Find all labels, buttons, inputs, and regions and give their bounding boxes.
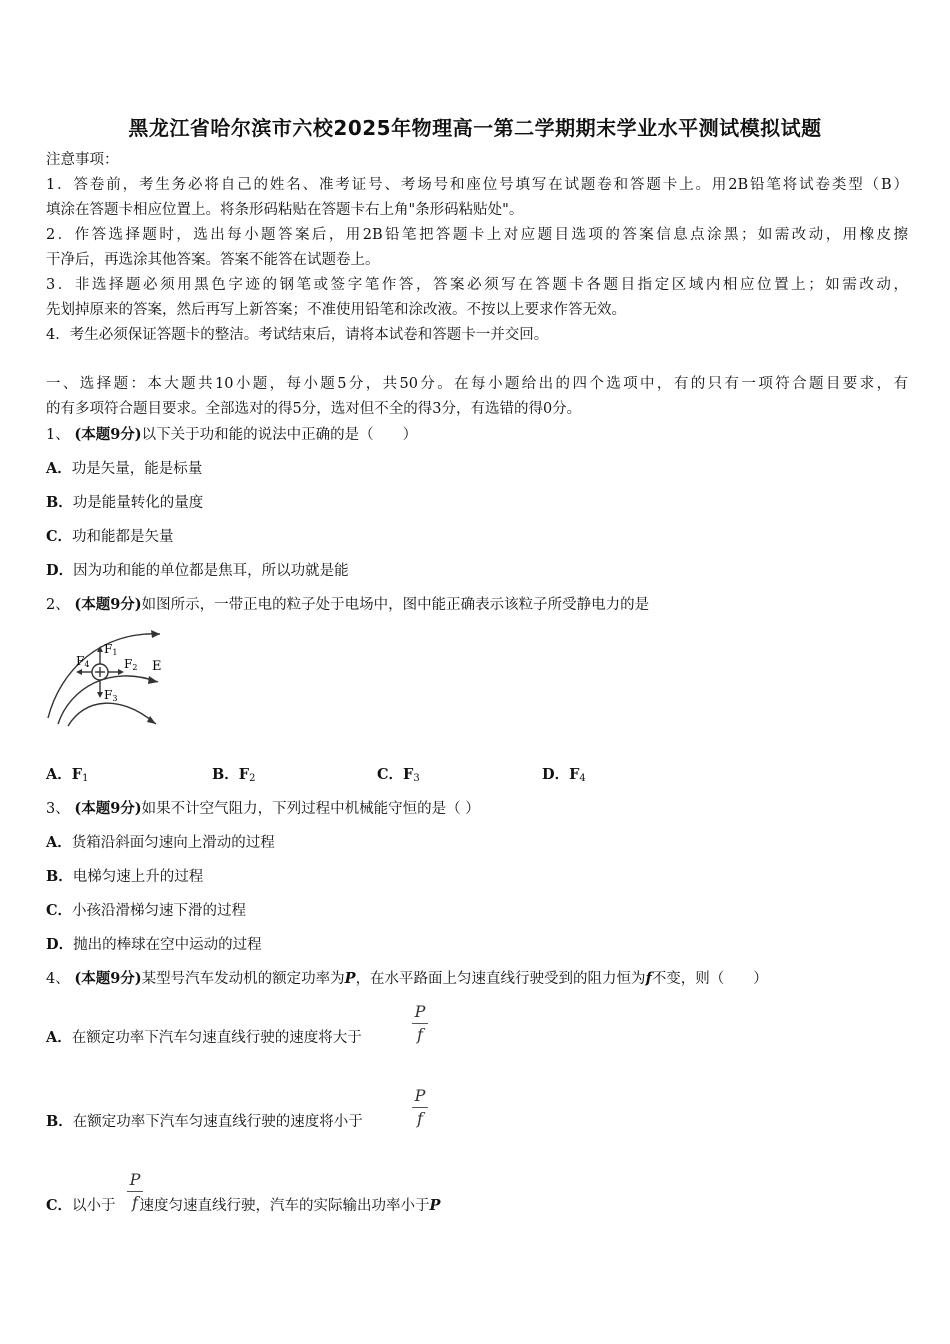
option-label: A． xyxy=(46,834,72,851)
question-number: 4、 xyxy=(46,971,70,987)
option-text: 小孩沿滑梯匀速下滑的过程 xyxy=(72,903,247,919)
f3-head xyxy=(97,692,103,698)
question-4-option-b[interactable] xyxy=(46,1109,908,1135)
question-2-option-d[interactable] xyxy=(542,762,586,791)
notice-line-1: 1．答卷前，考生务必将自己的姓名、准考证号、考场号和座位号填写在试题卷和答题卡上。用2B铅笔将试卷类型（B） xyxy=(46,177,908,193)
question-3-stem xyxy=(46,796,908,822)
question-3-option-a[interactable] xyxy=(46,830,908,856)
question-1-option-b[interactable] xyxy=(46,490,908,516)
option-label: B． xyxy=(46,868,73,885)
fraction-denominator: f xyxy=(132,1193,138,1212)
option-subscript: 1 xyxy=(82,773,89,784)
option-label: B． xyxy=(46,1113,73,1130)
option-text: 电梯匀速上升的过程 xyxy=(72,869,204,885)
question-score: (本题9分) xyxy=(74,596,142,613)
fraction-p-over-f-a xyxy=(410,1002,430,1045)
question-number: 3、 xyxy=(46,801,70,817)
option-text-a: 以小于 xyxy=(72,1198,116,1214)
option-subscript: 3 xyxy=(413,773,420,784)
option-text: 在额定功率下汽车匀速直线行驶的速度将大于 xyxy=(71,1030,362,1046)
field-line-3 xyxy=(68,703,156,726)
arrowhead-3 xyxy=(147,716,156,724)
fraction-denominator: f xyxy=(417,1025,423,1044)
field-label-e: E xyxy=(152,659,162,674)
option-letter: F xyxy=(238,766,250,783)
option-label: A． xyxy=(46,766,72,783)
option-text: 因为功和能的单位都是焦耳，所以功就是能 xyxy=(73,563,349,579)
question-2-option-a[interactable] xyxy=(46,762,88,791)
variable-f: f xyxy=(645,970,652,987)
fraction-numerator: P xyxy=(414,1002,426,1021)
option-subscript: 2 xyxy=(249,773,256,784)
variable-p: P xyxy=(429,1197,441,1214)
option-label: A． xyxy=(46,1029,72,1046)
section-header-line-1: 一、选择题：本大题共10小题，每小题5分，共50分。在每小题给出的四个选项中，有的只有一项符合题目要求，有 xyxy=(46,376,908,392)
option-subscript: 4 xyxy=(579,773,586,784)
question-text: 如图所示，一带正电的粒子处于电场中，图中能正确表示该粒子所受静电力的是 xyxy=(141,597,650,613)
question-text-c: 不变，则（ ） xyxy=(651,971,768,987)
option-text: 功和能都是矢量 xyxy=(72,529,174,545)
question-1-option-c[interactable] xyxy=(46,524,908,550)
option-label: D． xyxy=(542,766,570,783)
fraction-denominator: f xyxy=(417,1109,423,1128)
label-f2: F2 xyxy=(124,657,138,672)
question-score: (本题9分) xyxy=(74,426,142,443)
option-text: 抛出的棒球在空中运动的过程 xyxy=(73,937,262,953)
fraction-bar xyxy=(412,1023,428,1024)
fraction-bar xyxy=(412,1107,428,1108)
question-2-stem xyxy=(46,592,908,618)
fraction-numerator: P xyxy=(414,1086,426,1105)
notice-line-7: 4．考生必须保证答题卡的整洁。考试结束后，请将本试卷和答题卡一并交回。 xyxy=(46,327,549,343)
fraction-p-over-f-c xyxy=(125,1170,145,1213)
option-text: 货箱沿斜面匀速向上滑动的过程 xyxy=(71,835,275,851)
question-4-option-a[interactable] xyxy=(46,1025,908,1051)
notice-line-3: 2．作答选择题时，选出每小题答案后，用2B铅笔把答题卡上对应题目选项的答案信息点涂黑；如需改动，用橡皮擦 xyxy=(46,227,908,243)
variable-p: P xyxy=(344,970,356,987)
section-header-line-2: 的有多项符合题目要求。全部选对的得5分，选对但不全的得3分，有选错的得0分。 xyxy=(46,401,582,417)
question-text: 以下关于功和能的说法中正确的是（ ） xyxy=(141,427,418,443)
option-label: D． xyxy=(46,562,74,579)
label-f1: F1 xyxy=(104,642,118,657)
option-text: 在额定功率下汽车匀速直线行驶的速度将小于 xyxy=(72,1114,363,1130)
question-3-option-b[interactable] xyxy=(46,864,908,890)
page-title: 黑龙江省哈尔滨市六校2025年物理高一第二学期期末学业水平测试模拟试题 xyxy=(128,116,822,140)
option-text: 功是矢量，能是标量 xyxy=(71,461,203,477)
question-2-option-b[interactable] xyxy=(212,762,255,791)
question-number: 2、 xyxy=(46,597,70,613)
question-4-stem xyxy=(46,966,908,992)
electric-field-figure xyxy=(40,626,175,731)
question-3-option-d[interactable] xyxy=(46,932,908,958)
option-letter: F xyxy=(71,766,83,783)
question-text-a: 某型号汽车发动机的额定功率为 xyxy=(141,971,345,987)
question-score: (本题9分) xyxy=(74,970,142,987)
option-letter: F xyxy=(403,766,414,783)
option-label: B． xyxy=(46,494,73,511)
option-label: C． xyxy=(377,766,404,783)
question-1-stem xyxy=(46,422,908,448)
option-text-b: 速度匀速直线行驶，汽车的实际输出功率小于 xyxy=(139,1198,430,1214)
fraction-p-over-f-b xyxy=(410,1086,430,1129)
fraction-bar xyxy=(127,1191,143,1192)
option-label: A． xyxy=(46,460,72,477)
notice-line-4: 干净后，再选涂其他答案。答案不能答在试题卷上。 xyxy=(46,252,380,268)
option-label: C． xyxy=(46,528,73,545)
question-score: (本题9分) xyxy=(74,800,142,817)
notice-line-6: 先划掉原来的答案，然后再写上新答案；不准使用铅笔和涂改液。不按以上要求作答无效。 xyxy=(46,302,626,318)
notice-line-5: 3．非选择题必须用黑色字迹的钢笔或签字笔作答，答案必须写在答题卡各题目指定区域内相应位置上；如需改动， xyxy=(46,277,908,293)
question-text-b: ，在水平路面上匀速直线行驶受到的阻力恒为 xyxy=(355,971,646,987)
notice-heading: 注意事项： xyxy=(46,152,119,168)
option-label: C． xyxy=(46,902,73,919)
notice-line-2: 填涂在答题卡相应位置上。将条形码粘贴在答题卡右上角"条形码粘贴处"。 xyxy=(46,202,524,218)
fraction-numerator: P xyxy=(129,1170,141,1189)
question-1-option-d[interactable] xyxy=(46,558,908,584)
question-3-option-c[interactable] xyxy=(46,898,908,924)
question-text: 如果不计空气阻力，下列过程中机械能守恒的是（ ） xyxy=(141,801,480,817)
question-4-option-c[interactable] xyxy=(46,1193,908,1219)
label-f4: F4 xyxy=(76,654,90,669)
label-f3: F3 xyxy=(104,688,118,703)
question-number: 1、 xyxy=(46,427,70,443)
option-label: B． xyxy=(212,766,239,783)
arrowhead-2 xyxy=(148,676,158,684)
question-1-option-a[interactable] xyxy=(46,456,908,482)
option-label: C． xyxy=(46,1197,73,1214)
arrowhead-1 xyxy=(151,630,160,638)
question-2-option-c[interactable] xyxy=(377,762,420,791)
option-label: D． xyxy=(46,936,74,953)
option-text: 功是能量转化的量度 xyxy=(72,495,204,511)
option-letter: F xyxy=(569,766,580,783)
f4-head xyxy=(76,669,82,675)
